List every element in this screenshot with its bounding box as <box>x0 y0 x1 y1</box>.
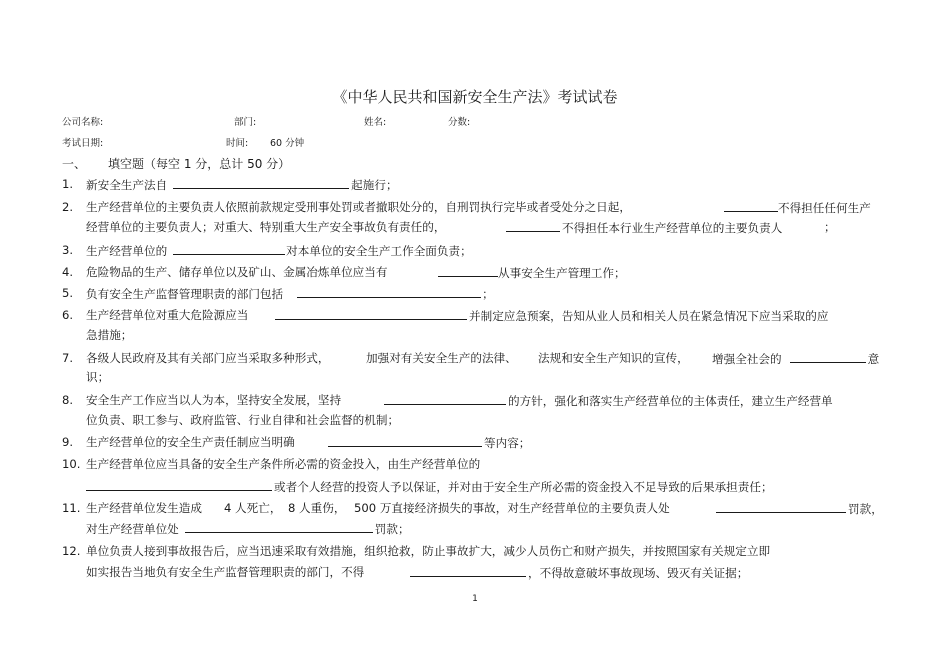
score-label: 分数: <box>448 117 471 128</box>
answer-blank[interactable] <box>716 500 846 513</box>
answer-blank[interactable] <box>173 176 349 189</box>
question-text: 起施行； <box>351 178 398 192</box>
question-text: 急措施； <box>86 328 133 342</box>
time-value: 60 分钟 <box>270 138 305 149</box>
question-text: 不得担任任何生产 <box>778 201 871 215</box>
question-11-tail <box>716 500 883 518</box>
question-text: 法规和安全生产知识的宣传， <box>538 351 689 365</box>
question-number: 8. <box>62 393 74 407</box>
answer-blank[interactable] <box>724 199 778 212</box>
question-text: 生产经营单位的安全生产责任制应当明确 <box>86 435 295 449</box>
question-text: 罚款； <box>374 522 410 536</box>
question-number: 3. <box>62 243 74 257</box>
question-text: 单位负责人接到事故报告后，应当迅速采取有效措施，组织抢救，防止事故扩大，减少人员伤亡和财产损失，并按照国家有关规定立即 <box>86 544 771 558</box>
question-number: 2. <box>62 200 74 214</box>
question-number: 4. <box>62 265 74 279</box>
question-7-tail <box>712 350 879 368</box>
question-5 <box>86 285 494 303</box>
answer-blank[interactable] <box>275 307 467 320</box>
question-text: 500 万直接经济损失的事故，对生产经营单位的主要负责人处 <box>354 501 670 515</box>
question-number: 7. <box>62 351 74 365</box>
question-text: 新安全生产法自 <box>86 178 168 192</box>
question-text: 对本单位的安全生产工作全面负责； <box>286 244 472 258</box>
question-text: 增强全社会的 <box>712 352 782 366</box>
answer-blank[interactable] <box>506 219 560 232</box>
page-number: 1 <box>472 594 478 604</box>
section-number: 一、 <box>62 157 87 171</box>
question-text: 4 人死亡， <box>224 501 282 515</box>
answer-blank[interactable] <box>185 520 373 533</box>
question-number: 6. <box>62 308 74 322</box>
question-text: 生产经营单位发生造成 <box>86 501 202 515</box>
question-text: 意 <box>867 352 880 366</box>
question-text: ，不得故意破坏事故现场、毁灭有关证据； <box>528 566 749 580</box>
question-2-tail <box>724 199 871 217</box>
question-text: ； <box>482 287 494 301</box>
question-text: 对生产经营单位处 <box>86 522 179 536</box>
answer-blank[interactable] <box>86 478 272 491</box>
question-text: 罚款， <box>848 502 883 516</box>
question-text: 识； <box>86 370 110 384</box>
question-text: 生产经营单位的 <box>86 244 168 258</box>
question-text: 如实报告当地负有安全生产监督管理职责的部门，不得 <box>86 565 365 579</box>
time-label: 时间: <box>226 138 249 149</box>
question-1 <box>86 176 398 194</box>
question-8-tail <box>384 392 833 410</box>
question-text: 危险物品的生产、储存单位以及矿山、金属冶炼单位应当有 <box>86 265 388 279</box>
company-label: 公司名称: <box>62 117 104 128</box>
question-text: 等内容； <box>484 436 531 450</box>
answer-blank[interactable] <box>410 564 526 577</box>
question-number: 11. <box>62 501 81 515</box>
department-label: 部门: <box>234 117 257 128</box>
question-number: 12. <box>62 544 81 558</box>
question-text: 的方针，强化和落实生产经营单位的主体责任，建立生产经营单 <box>508 394 833 408</box>
question-3 <box>86 242 472 260</box>
question-text: 安全生产工作应当以人为本，坚持安全发展，坚持 <box>86 393 342 407</box>
answer-blank[interactable] <box>438 264 498 277</box>
question-10-line2 <box>86 478 773 496</box>
question-text: ； <box>824 220 836 234</box>
answer-blank[interactable] <box>328 434 482 447</box>
question-text: 各级人民政府及其有关部门应当采取多种形式， <box>86 351 330 365</box>
page-title: 《中华人民共和国新安全生产法》考试试卷 <box>332 88 618 106</box>
question-number: 10. <box>62 457 81 471</box>
question-number: 5. <box>62 286 74 300</box>
question-text: 生产经营单位的主要负责人依照前款规定受刑事处罚或者撤职处分的，自刑罚执行完毕或者受处分之日起， <box>86 200 631 214</box>
question-4-tail <box>438 264 626 282</box>
question-text: 并制定应急预案，告知从业人员和相关人员在紧急情况下应当采取的应 <box>469 309 829 323</box>
answer-blank[interactable] <box>173 242 285 255</box>
question-text: 从事安全生产管理工作； <box>498 266 626 280</box>
question-text: 8 人重伤， <box>288 501 346 515</box>
question-text: 不得担任本行业生产经营单位的主要负责人 <box>562 221 783 235</box>
name-label: 姓名: <box>364 117 387 128</box>
question-text: 或者个人经营的投资人予以保证，并对由于安全生产所必需的资金投入不足导致的后果承担责任； <box>274 480 773 494</box>
question-11-line2 <box>86 520 410 538</box>
answer-blank[interactable] <box>297 285 481 298</box>
question-text: 位负责、职工参与、政府监管、行业自律和社会监督的机制； <box>86 413 400 427</box>
question-text: 加强对有关安全生产的法律、 <box>366 351 517 365</box>
question-text: 生产经营单位对重大危险源应当 <box>86 308 249 322</box>
question-6-tail <box>275 307 828 325</box>
question-text: 经营单位的主要负责人；对重大、特别重大生产安全事故负有责任的， <box>86 220 446 234</box>
answer-blank[interactable] <box>384 392 506 405</box>
exam-date-label: 考试日期: <box>62 138 104 149</box>
question-9-tail <box>328 434 530 452</box>
question-number: 1. <box>62 177 74 191</box>
question-text: 负有安全生产监督管理职责的部门包括 <box>86 287 284 301</box>
question-2-line2 <box>506 219 782 237</box>
question-text: 生产经营单位应当具备的安全生产条件所必需的资金投入，由生产经营单位的 <box>86 457 481 471</box>
question-12-tail <box>410 564 748 582</box>
question-number: 9. <box>62 435 74 449</box>
answer-blank[interactable] <box>790 350 866 363</box>
section-title: 填空题（每空 1 分，总计 50 分） <box>108 157 291 171</box>
